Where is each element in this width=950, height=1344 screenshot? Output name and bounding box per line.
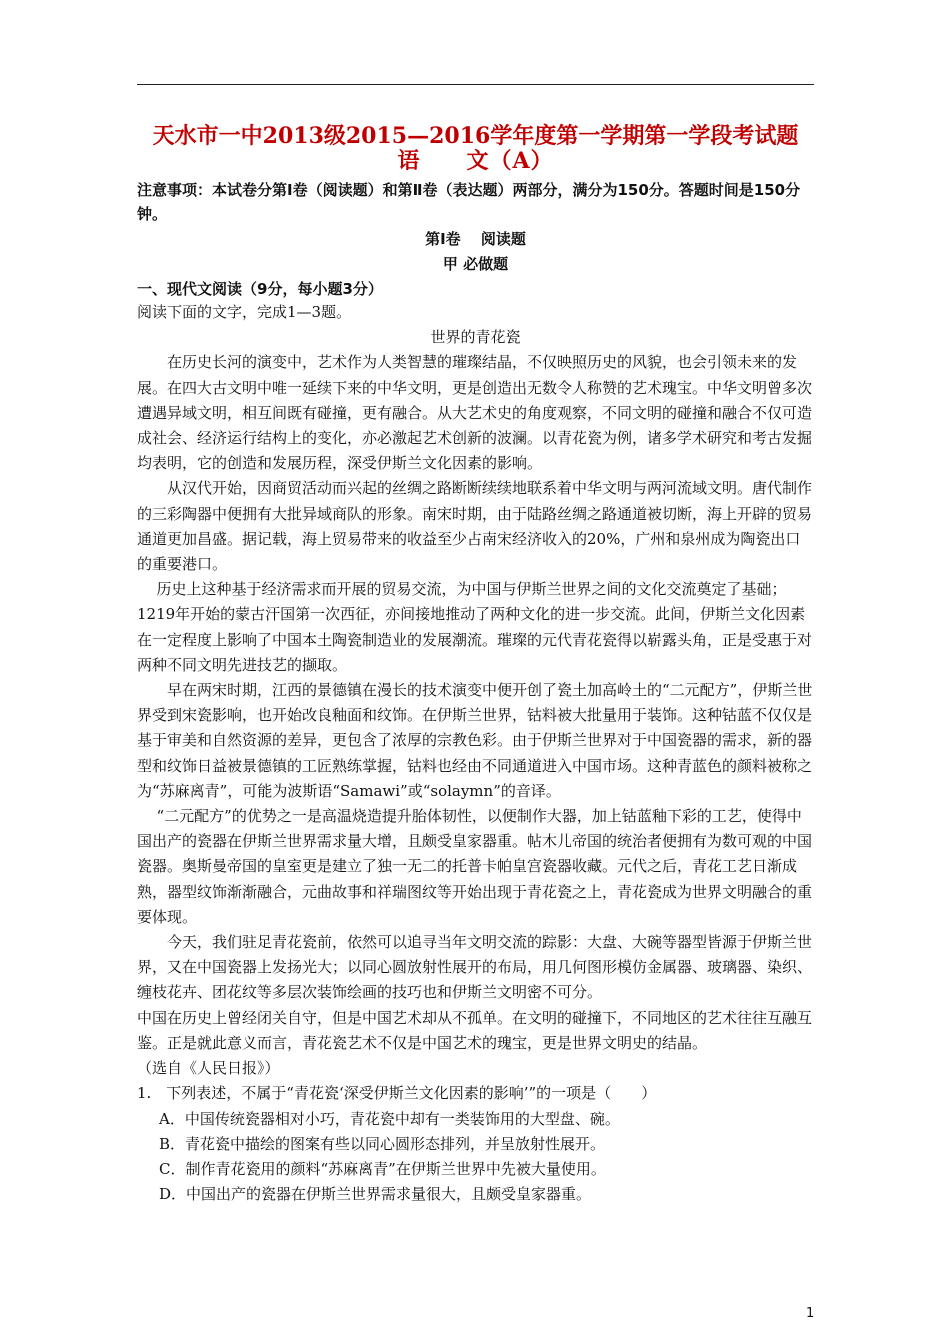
header-rule	[137, 84, 814, 85]
option-a: A．中国传统瓷器相对小巧，青花瓷中却有一类装饰用的大型盘、碗。	[159, 1109, 620, 1128]
question-options	[137, 1107, 814, 1208]
option-d: D．中国出产的瓷器在伊斯兰世界需求量很大，且颇受皇家器重。	[159, 1185, 592, 1204]
article-paragraph: 中国在历史上曾经闭关自守，但是中国艺术却从不孤单。在文明的碰撞下，不同地区的艺术往往互融互鉴。正是就此意义而言，青花瓷艺术不仅是中国艺术的瑰宝，更是世界文明史的结晶。	[137, 1008, 813, 1052]
article-title: 世界的青花瓷	[430, 328, 521, 347]
instruction-text: 阅读下面的文字，完成1—3题。	[137, 303, 352, 321]
article-source: （选自《人民日报》）	[137, 1059, 280, 1078]
reading-body	[137, 300, 814, 1207]
section-title: 一、现代文阅读（9分，每小题3分）	[137, 280, 383, 298]
page-number: 1	[806, 1306, 815, 1321]
option-b: B．青花瓷中描绘的图案有些以同心圆形态排列，并呈放射性展开。	[159, 1134, 606, 1153]
exam-title: 天水市一中2013级2015—2016学年度第一学期第一学段考试题	[152, 123, 799, 149]
article-paragraph: 在历史长河的演变中，艺术作为人类智慧的璀璨结晶，不仅映照历史的风貌，也会引领未来的发展。在四大古文明中唯一延续下来的中华文明，更是创造出无数令人称赞的艺术瑰宝。中华文明曾多次遭遇异域文明，相互间既有碰撞，更有融合。从大艺术史的角度观察，不同文明的碰撞和融合不仅可造成社会、经济运行结构上的变化，亦必激起艺术创新的波澜。以青花瓷为例，诸多学术研究和考古发掘均表明，它的创造和发展历程，深受伊斯兰文化因素的影响。	[137, 353, 813, 473]
article-paragraph: “二元配方”的优势之一是高温烧造提升胎体韧性，以便制作大器，加上钴蓝釉下彩的工艺，使得中国出产的瓷器在伊斯兰世界需求量大增，且颇受皇家器重。帖木儿帝国的统治者便拥有为数可观的中国瓷器。奥斯曼帝国的皇室更是建立了独一无二的托普卡帕皇宫瓷器收藏。元代之后，青花工艺日渐成熟，器型纹饰渐渐融合，元曲故事和祥瑞图纹等开始出现于青花瓷之上，青花瓷成为世界文明融合的重要体现。	[137, 807, 813, 926]
article-paragraph: 早在两宋时期，江西的景德镇在漫长的技术演变中便开创了瓷土加高岭土的“二元配方”，伊斯兰世界受到宋瓷影响，也开始改良釉面和纹饰。在伊斯兰世界，钴料被大批量用于装饰。这种钴蓝不仅仅是基于审美和自然资源的差异，更包含了浓厚的宗教色彩。由于伊斯兰世界对于中国瓷器的需求，新的器型和纹饰日益被景德镇的工匠熟练掌握，钴料也经由不同通道进入中国市场。这种青蓝色的颜料被称之为“苏麻离青”，可能为波斯语“Samawi”或“solaymn”的音译。	[137, 681, 813, 800]
option-c: C．制作青花瓷用的颜料“苏麻离青”在伊斯兰世界中先被大量使用。	[159, 1159, 606, 1178]
article-paragraph: 从汉代开始，因商贸活动而兴起的丝绸之路断断续续地联系着中华文明与两河流域文明。唐代制作的三彩陶器中便拥有大批异域商队的形象。南宋时期，由于陆路丝绸之路通道被切断，海上开辟的贸易通道更加昌盛。据记载，海上贸易带来的收益至少占南宋经济收入的20%，广州和泉州成为陶瓷出口的重要港口。	[137, 479, 813, 574]
article-paragraph: 历史上这种基于经济需求而开展的贸易交流，为中国与伊斯兰世界之间的文化交流奠定了基础；1219年开始的蒙古汗国第一次西征，亦间接地推动了两种文化的进一步交流。此间，伊斯兰文化因素在一定程度上影响了中国本土陶瓷制造业的发展潮流。璀璨的元代青花瓷得以崭露头角，正是受惠于对两种不同文明先进技艺的撷取。	[137, 580, 813, 674]
notice-text: 注意事项：本试卷分第Ⅰ卷（阅读题）和第Ⅱ卷（表达题）两部分，满分为150分。答题时间是150分钟。	[137, 181, 801, 223]
part-title: 第Ⅰ卷 阅读题	[425, 230, 526, 248]
subject-title: 语 文（A）	[397, 148, 554, 174]
article-paragraph: 今天，我们驻足青花瓷前，依然可以追寻当年文明交流的踪影：大盘、大碗等器型皆源于伊斯兰世界，又在中国瓷器上发扬光大；以同心圆放射性展开的布局，用几何图形模仿金属器、玻璃器、染织、缠枝花卉、团花纹等多层次装饰绘画的技巧也和伊斯兰文明密不可分。	[137, 933, 813, 1002]
question-stem: 1. 下列表述，不属于“青花瓷‘深受伊斯兰文化因素的影响’”的一项是（ ）	[137, 1084, 657, 1103]
part-subtitle: 甲 必做题	[442, 255, 509, 273]
